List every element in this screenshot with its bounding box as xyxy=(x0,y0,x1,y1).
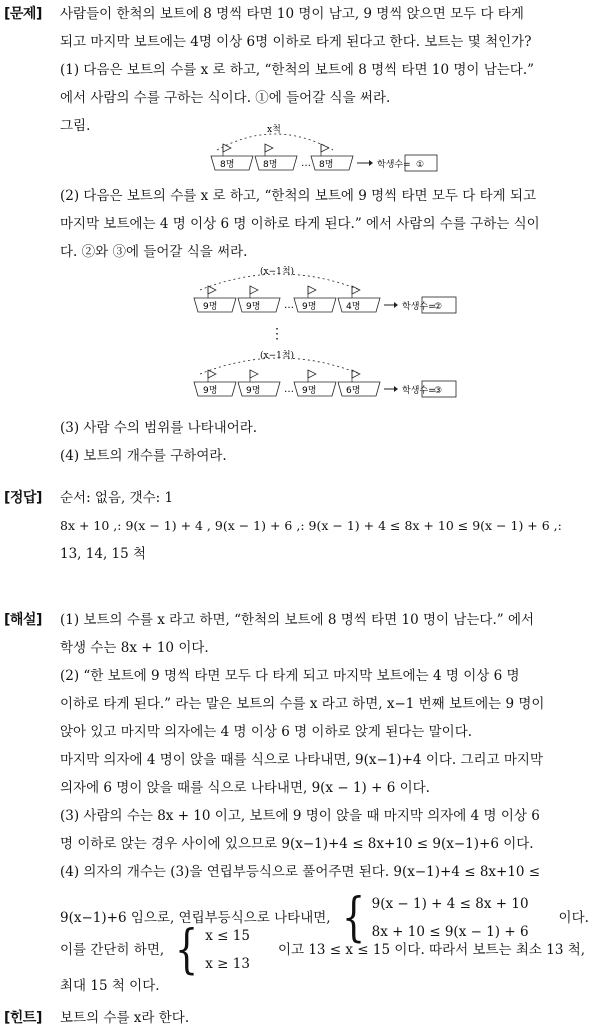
problem-line-5: 그림. xyxy=(60,118,91,134)
problem-line-1: 사람들이 한척의 보트에 8 명씩 타면 10 명이 남고, 9 명씩 앉으면 모두 다 타게 xyxy=(60,6,524,22)
fig3-boat-4: 6명 xyxy=(346,386,361,396)
explanation-line-6: 마지막 의자에 4 명이 앉을 때를 식으로 나타내면, 9(x−1)+4 이다. 그리고 마지막 xyxy=(60,752,544,768)
fig2-boat-1: 9명 xyxy=(203,302,218,312)
explanation-line-10: (4) 의자의 개수는 (3)을 연립부등식으로 풀어주면 된다. 9(x−1)+4 ≤ 8x+10 ≤ xyxy=(60,864,541,880)
fig2-dots: … xyxy=(284,300,294,311)
fig2-box: ② xyxy=(434,302,443,312)
fig2-boat-4: 4명 xyxy=(346,302,361,312)
fig2-boat-2: 9명 xyxy=(246,302,261,312)
fig1-dots: … xyxy=(301,158,311,169)
fig1-boat-3: 8명 xyxy=(319,160,334,170)
system-1-prefix: 9(x−1)+6 임으로, 연립부등식으로 나타내면, xyxy=(60,910,331,926)
explanation-line-5: 앉아 있고 마지막 의자에는 4 명 이상 6 명 이하로 앉게 된다는 말이다. xyxy=(60,724,473,740)
problem-line-2: 되고 마지막 보트에는 4명 이상 6명 이하로 타게 된다고 한다. 보트는 몇 척인가? xyxy=(60,34,532,50)
fig3-label: 학생수= xyxy=(402,386,436,396)
boat-figure-2 xyxy=(190,262,460,320)
explanation-line-9: 명 이하로 앉는 경우 사이에 있으므로 9(x−1)+4 ≤ 8x+10 ≤ 9(x−1)+6 이다. xyxy=(60,836,534,852)
problem-line-4: 에서 사람의 수를 구하는 식이다. ①에 들어갈 식을 써라. xyxy=(60,90,391,106)
fig2-boat-3: 9명 xyxy=(302,302,317,312)
problem-part2-line-2: 마지막 보트에는 4 명 이상 6 명 이하로 타게 된다.” 에서 사람의 수를 구하는 식이 xyxy=(60,216,540,232)
explanation-line-4: 이하로 타게 된다.” 라는 말은 보트의 수를 x 라고 하면, x−1 번째 보트에는 9 명이 xyxy=(60,696,545,712)
explanation-line-1: (1) 보트의 수를 x 라고 하면, “한척의 보트에 8 명씩 타면 10 명이 남는다.” 에서 xyxy=(60,612,535,628)
system-2-prefix: 이를 간단히 하면, xyxy=(60,942,165,958)
fig3-dots: … xyxy=(284,384,294,395)
vertical-dots: ⋮ xyxy=(270,326,284,342)
explanation-line-2: 학생 수는 8x + 10 이다. xyxy=(60,640,209,656)
fig3-top-label: (x−1척) xyxy=(260,351,295,361)
fig1-top-label: x척 xyxy=(267,125,281,135)
fig3-box: ③ xyxy=(434,386,443,396)
fig1-boat-2: 8명 xyxy=(263,160,278,170)
hint-text: 보트의 수를 x라 한다. xyxy=(60,1010,190,1026)
system-1-row-2: 8x + 10 ≤ 9(x − 1) + 6 xyxy=(371,924,529,940)
fig1-box: ① xyxy=(416,160,425,170)
problem-tag: [문제] xyxy=(4,6,42,22)
fig1-label: 학생수= xyxy=(377,160,411,170)
system-1-suffix: 이다. xyxy=(558,910,589,926)
fig2-label: 학생수= xyxy=(402,302,436,312)
answer-meta: 순서: 없음, 갯수: 1 xyxy=(60,490,174,506)
fig3-boat-2: 9명 xyxy=(246,386,261,396)
system-2-row-2: x ≥ 13 xyxy=(205,956,250,972)
system-1-row-1: 9(x − 1) + 4 ≤ 8x + 10 xyxy=(371,896,529,912)
fig3-boat-3: 9명 xyxy=(302,386,317,396)
system-1-brace: { xyxy=(341,888,365,948)
problem-part2-line-1: (2) 다음은 보트의 수를 x 로 하고, “한척의 보트에 9 명씩 타면 모두 다 타게 되고 xyxy=(60,188,537,204)
answer-tag: [정답] xyxy=(4,490,42,506)
problem-part4: (4) 보트의 개수를 구하여라. xyxy=(60,448,227,464)
fig2-top-label: (x−1척) xyxy=(260,267,295,277)
explanation-last: 최대 15 척 이다. xyxy=(60,978,160,994)
system-2-brace: { xyxy=(175,920,199,980)
problem-line-3: (1) 다음은 보트의 수를 x 로 하고, “한척의 보트에 8 명씩 타면 10 명이 남는다.” xyxy=(60,62,535,78)
fig3-boat-1: 9명 xyxy=(203,386,218,396)
fig1-boat-1: 8명 xyxy=(220,160,235,170)
system-2-suffix: 이고 13 ≤ x ≤ 15 이다. 따라서 보트는 최소 13 척, xyxy=(277,942,586,958)
system-2-row-1: x ≤ 15 xyxy=(205,928,250,944)
explanation-line-8: (3) 사람의 수는 8x + 10 이고, 보트에 9 명이 앉을 때 마지막 의자에 4 명 이상 6 xyxy=(60,808,540,824)
explanation-tag: [해설] xyxy=(4,612,42,628)
explanation-line-3: (2) “한 보트에 9 명씩 타면 모두 다 타게 되고 마지막 보트에는 4 명 이상 6 명 xyxy=(60,668,520,684)
problem-part3: (3) 사람 수의 범위를 나타내어라. xyxy=(60,420,258,436)
answer-line-1: 8x + 10 ,: 9(x − 1) + 4 , 9(x − 1) + 6 ,: 9(x − 1) + 4 ≤ 8x + 10 ≤ 9(x − 1) + 6 ,: xyxy=(60,518,562,533)
hint-tag: [힌트] xyxy=(4,1010,42,1026)
answer-line-2: 13, 14, 15 척 xyxy=(60,546,147,562)
explanation-line-7: 의자에 6 명이 앉을 때를 식으로 나타내면, 9(x − 1) + 6 이다. xyxy=(60,780,430,796)
problem-part2-line-3: 다. ②와 ③에 들어갈 식을 써라. xyxy=(60,244,248,260)
inequality-system-2 xyxy=(60,922,585,978)
boat-figure-3 xyxy=(190,346,460,404)
boat-figure-1 xyxy=(205,120,445,180)
